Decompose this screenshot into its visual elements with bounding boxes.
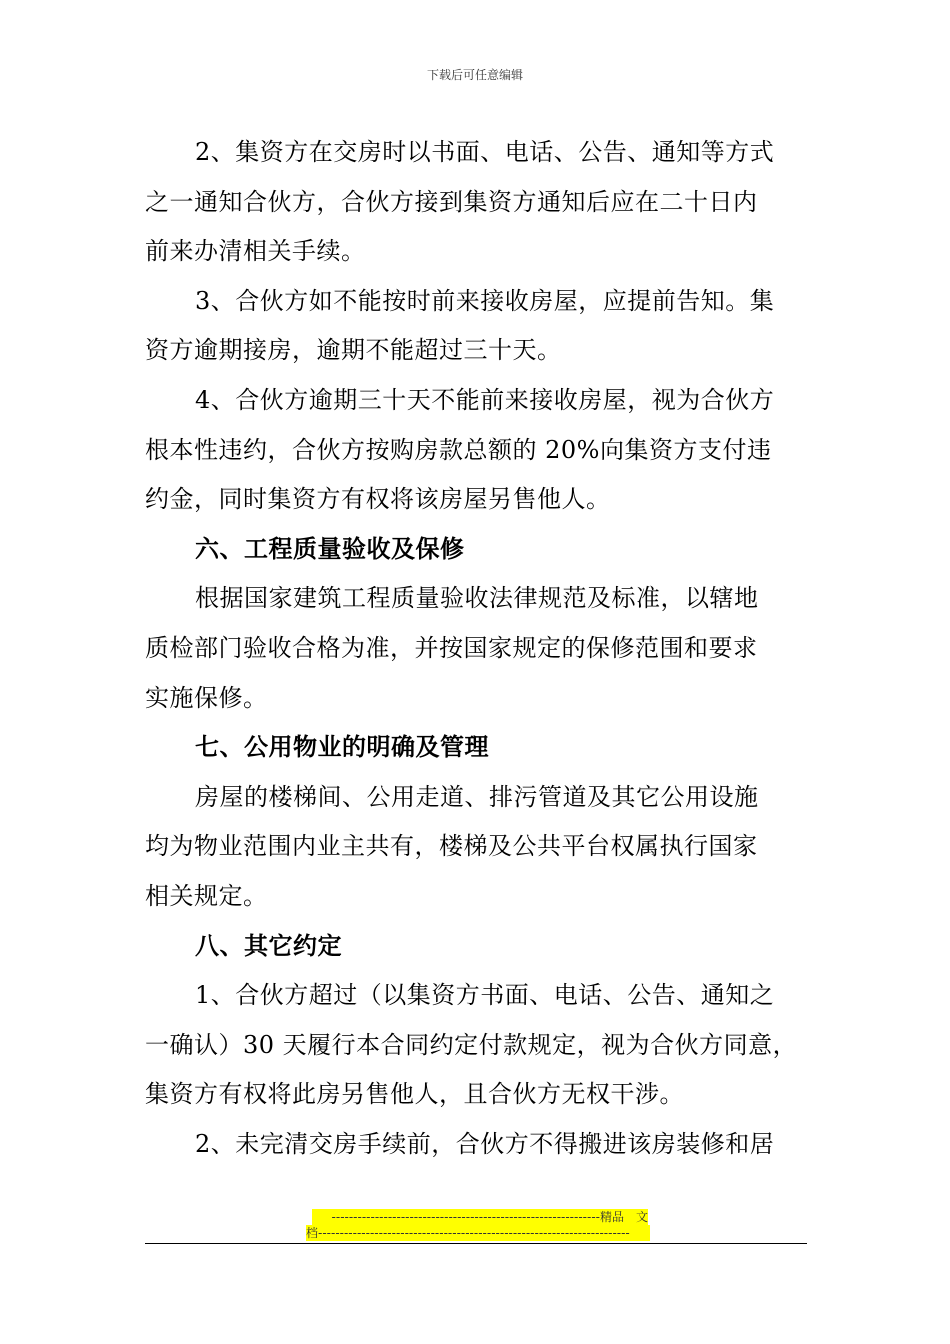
- section-heading: 八、其它约定: [195, 931, 342, 960]
- paragraph-line: 房屋的楼梯间、公用走道、排污管道及其它公用设施: [195, 782, 759, 811]
- footer-line-1: --------------------------------------------------------------精品 文: [312, 1209, 648, 1225]
- section-heading: 七、公用物业的明确及管理: [195, 733, 489, 762]
- section-heading: 六、工程质量验收及保修: [195, 534, 465, 563]
- paragraph-line: 2、集资方在交房时以书面、电话、公告、通知等方式: [195, 138, 775, 166]
- paragraph-line: 4、合伙方逾期三十天不能前来接收房屋，视为合伙方: [195, 385, 775, 414]
- paragraph-line: 2、未完清交房手续前，合伙方不得搬进该房装修和居: [195, 1129, 775, 1158]
- footer-line-2: 档------------------------------------------------------------------------: [306, 1225, 650, 1241]
- document-body: [145, 128, 810, 1169]
- paragraph-line: 均为物业范围内业主共有，楼梯及公共平台权属执行国家: [145, 832, 758, 861]
- paragraph-line: 之一通知合伙方，合伙方接到集资方通知后应在二十日内: [145, 187, 758, 216]
- paragraph-line: 根据国家建筑工程质量验收法律规范及标准，以辖地: [195, 584, 759, 613]
- paragraph-line: 前来办清相关手续。: [145, 237, 366, 266]
- paragraph-line: 实施保修。: [145, 683, 268, 712]
- paragraph-line: 3、合伙方如不能按时前来接收房屋，应提前告知。集: [195, 286, 775, 315]
- paragraph-line: 1、合伙方超过（以集资方书面、电话、公告、通知之: [195, 981, 775, 1010]
- paragraph-line: 根本性违约，合伙方按购房款总额的 20%向集资方支付违: [145, 435, 772, 464]
- footer-divider: [145, 1243, 807, 1244]
- paragraph-line: 质检部门验收合格为准，并按国家规定的保修范围和要求: [145, 633, 758, 662]
- paragraph-line: 约金，同时集资方有权将该房屋另售他人。: [145, 485, 611, 514]
- paragraph-line: 集资方有权将此房另售他人，且合伙方无权干涉。: [145, 1080, 684, 1109]
- footer-watermark: [306, 1209, 650, 1241]
- paragraph-line: 资方逾期接房，逾期不能超过三十天。: [145, 336, 562, 365]
- paragraph-line: 一确认）30 天履行本合同约定付款规定，视为合伙方同意，: [145, 1030, 798, 1059]
- page-header: 下载后可任意编辑: [426, 68, 523, 82]
- paragraph-line: 相关规定。: [145, 881, 268, 910]
